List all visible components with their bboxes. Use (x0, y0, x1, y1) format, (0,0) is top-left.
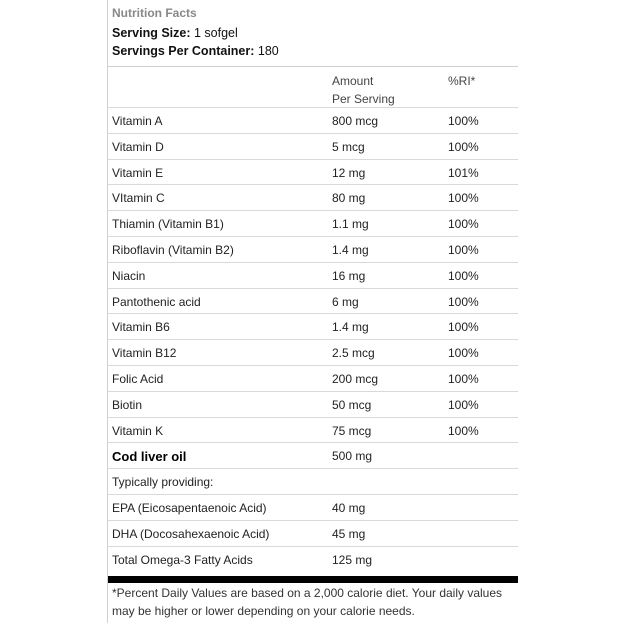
table-row (108, 210, 518, 236)
nutrient-amount: 75 mcg (332, 423, 372, 438)
nutrient-amount: 5 mcg (332, 139, 365, 154)
nutrient-amount: 2.5 mcg (332, 346, 375, 361)
nutrient-amount: 125 mg (332, 552, 373, 567)
panel-title: Nutrition Facts (112, 6, 197, 20)
nutrient-name: DHA (Docosahexaenoic Acid) (112, 526, 270, 541)
table-row (108, 107, 518, 133)
nutrient-amount: 16 mg (332, 268, 366, 283)
servings-value: 180 (254, 44, 279, 58)
nutrient-ri: 100% (448, 320, 479, 335)
nutrient-amount: 6 mg (332, 294, 359, 309)
nutrient-ri: 100% (448, 294, 479, 309)
nutrient-ri: 100% (448, 139, 479, 154)
table-row (108, 546, 518, 572)
nutrient-amount: 200 mcg (332, 371, 379, 386)
amount-header-line2: Per Serving (332, 92, 395, 106)
amount-header-line1: Amount (332, 74, 374, 88)
table-row (108, 236, 518, 262)
nutrient-ri: 101% (448, 165, 479, 180)
nutrient-ri: 100% (448, 268, 479, 283)
nutrient-name: Vitamin D (112, 139, 164, 154)
nutrient-name: Riboflavin (Vitamin B2) (112, 242, 234, 257)
nutrient-ri: 100% (448, 242, 479, 257)
thick-divider (108, 576, 518, 583)
table-row (108, 313, 518, 339)
nutrient-amount: 1.4 mg (332, 242, 369, 257)
divider (108, 66, 518, 67)
nutrient-amount: 1.4 mg (332, 320, 369, 335)
amount-column-header (332, 72, 432, 108)
table-row (108, 391, 518, 417)
servings-label: Servings Per Container: (112, 44, 255, 58)
nutrient-amount: 500 mg (332, 449, 373, 464)
nutrient-amount: 40 mg (332, 500, 366, 515)
nutrient-name: Vitamin E (112, 165, 164, 180)
nutrient-amount: 12 mg (332, 165, 366, 180)
table-row (108, 520, 518, 546)
footnote: *Percent Daily Values are based on a 2,000 calorie diet. Your daily values may be higher or lower depending on your calorie needs. (112, 586, 503, 618)
nutrient-name: Niacin (112, 268, 146, 283)
nutrient-name: Vitamin A (112, 114, 163, 128)
table-row (108, 288, 518, 314)
table-row (108, 184, 518, 210)
nutrient-ri: 100% (448, 371, 479, 386)
nutrition-facts-panel (107, 0, 517, 623)
nutrient-amount: 45 mg (332, 526, 366, 541)
nutrient-ri: 100% (448, 397, 479, 412)
nutrient-name: Folic Acid (112, 371, 164, 386)
servings-per-container (112, 44, 279, 58)
serving-size-label: Serving Size: (112, 26, 191, 40)
nutrient-name: VItamin C (112, 191, 165, 206)
table-row (108, 442, 518, 468)
nutrient-name: Thiamin (Vitamin B1) (112, 217, 224, 232)
nutrient-name: EPA (Eicosapentaenoic Acid) (112, 500, 267, 515)
nutrient-name: Pantothenic acid (112, 294, 201, 309)
nutrient-ri: 100% (448, 191, 479, 206)
nutrient-name: Typically providing: (112, 475, 214, 490)
nutrient-name: Total Omega-3 Fatty Acids (112, 552, 253, 567)
nutrient-ri: 100% (448, 423, 479, 438)
nutrient-amount: 50 mcg (332, 397, 372, 412)
table-row (108, 365, 518, 391)
table-row (108, 159, 518, 185)
table-row (108, 417, 518, 443)
table-row (108, 339, 518, 365)
nutrient-name: Vitamin B6 (112, 320, 170, 335)
nutrient-amount: 800 mcg (332, 114, 379, 128)
nutrient-name: Biotin (112, 397, 143, 412)
nutrient-name: Vitamin K (112, 423, 164, 438)
serving-size (112, 26, 238, 40)
nutrient-name: Cod liver oil (112, 449, 187, 465)
nutrient-amount: 1.1 mg (332, 217, 369, 232)
ri-column-header: %RI* (448, 74, 476, 88)
serving-size-value: 1 sofgel (190, 26, 238, 40)
table-row (108, 494, 518, 520)
nutrient-table (108, 107, 518, 571)
nutrient-ri: 100% (448, 114, 479, 128)
table-row (108, 468, 518, 494)
table-row (108, 133, 518, 159)
table-row (108, 262, 518, 288)
nutrient-name: Vitamin B12 (112, 346, 177, 361)
nutrient-ri: 100% (448, 346, 479, 361)
nutrient-amount: 80 mg (332, 191, 366, 206)
nutrient-ri: 100% (448, 217, 479, 232)
